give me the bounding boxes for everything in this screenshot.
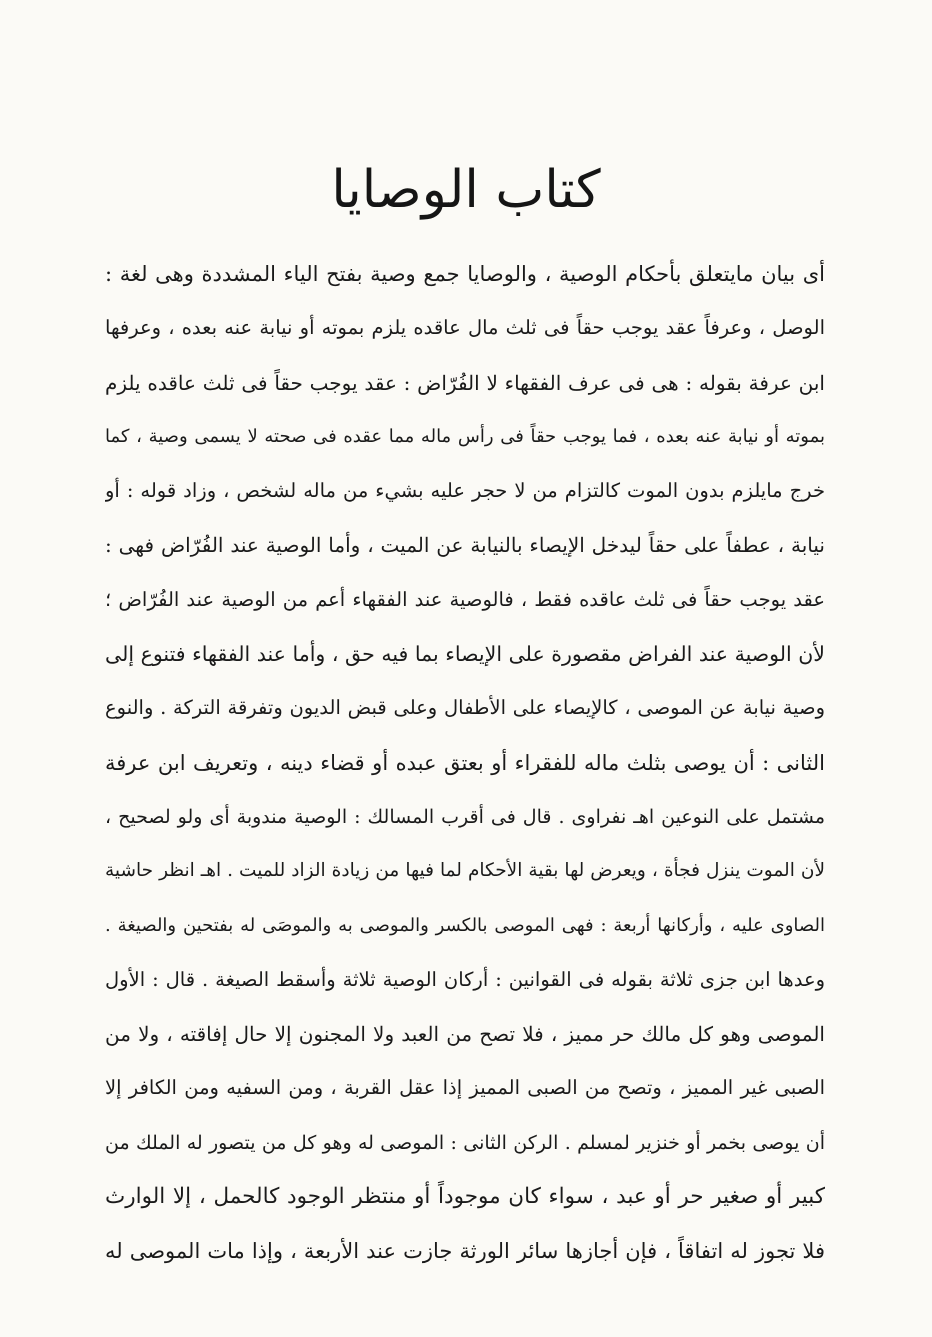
text-line: ابن عرفة بقوله : هى فى عرف الفقهاء لا الفُرّاض : عقد يوجب حقاً فى ثلث عاقده يلزم — [105, 370, 825, 395]
text-line: كبير أو صغير حر أو عبد ، سواء كان موجوداً أو منتظر الوجود كالحمل ، إلا الوارث — [105, 1184, 825, 1210]
text-line: أن يوصى بخمر أو خنزير لمسلم . الركن الثانى : الموصى له وهو كل من يتصور له الملك من — [105, 1131, 825, 1154]
text-line: نيابة ، عطفاً على حقاً ليدخل الإيصاء بالنيابة عن الميت ، وأما الوصية عند الفُرّاض فهى : — [105, 533, 825, 558]
text-line: أى بيان مايتعلق بأحكام الوصية ، والوصايا جمع وصية بفتح الياء المشددة وهى لغة : — [105, 262, 825, 286]
text-line: الصاوى عليه ، وأركانها أربعة : فهى الموصى بالكسر والموصى به والموصَى له بفتحين والصيغة . — [105, 914, 825, 936]
text-line: وعدها ابن جزى ثلاثة بقوله فى القوانين : أركان الوصية ثلاثة وأسقط الصيغة . قال : الأول — [105, 967, 825, 991]
text-line: لأن الموت ينزل فجأة ، ويعرض لها بقية الأحكام لما فيها من زيادة الزاد للميت . اهـ انظر حاشية — [105, 860, 825, 882]
body-text — [105, 247, 825, 1279]
chapter-title: كتاب الوصايا — [331, 160, 601, 220]
text-line: وصية نيابة عن الموصى ، كالإيصاء على الأطفال وعلى قبض الديون وتفرقة التركة . والنوع — [105, 696, 825, 720]
text-line: بموته أو نيابة عنه بعده ، فما يوجب حقاً فى رأس ماله مما عقده فى صحته لا يسمى وصية ، كما — [105, 425, 825, 447]
text-line: لأن الوصية عند الفراض مقصورة على الإيصاء بما فيه حق ، وأما عند الفقهاء فتنوع إلى — [105, 642, 825, 667]
text-line: الصبى غير المميز ، وتصح من الصبى المميز إذا عقل القربة ، ومن السفيه ومن الكافر إلا — [105, 1076, 825, 1100]
text-line: مشتمل على النوعين اهـ نفراوى . قال فى أقرب المسالك : الوصية مندوبة أى ولو لصحيح ، — [105, 805, 825, 828]
text-line: عقد يوجب حقاً فى ثلث عاقده فقط ، فالوصية عند الفقهاء أعم من الوصية عند الفُرّاض ؛ — [105, 587, 825, 611]
text-line: الموصى وهو كل مالك حر مميز ، فلا تصح من العبد ولا المجنون إلا حال إفاقته ، ولا من — [105, 1022, 825, 1047]
text-line: الوصل ، وعرفاً عقد يوجب حقاً فى ثلث مال عاقده يلزم بموته أو نيابة عنه بعده ، وعرفها — [105, 316, 825, 340]
text-line: الثانى : أن يوصى بثلث ماله للفقراء أو بعتق عبده أو قضاء دينه ، وتعريف ابن عرفة — [105, 750, 825, 775]
text-line: خرج مايلزم بدون الموت كالتزام من لا حجر عليه بشيء من ماله لشخص ، وزاد قوله : أو — [105, 479, 825, 503]
text-line: فلا تجوز له اتفاقاً ، فإن أجازها سائر الورثة جازت عند الأربعة ، وإذا مات الموصى له — [105, 1239, 825, 1264]
